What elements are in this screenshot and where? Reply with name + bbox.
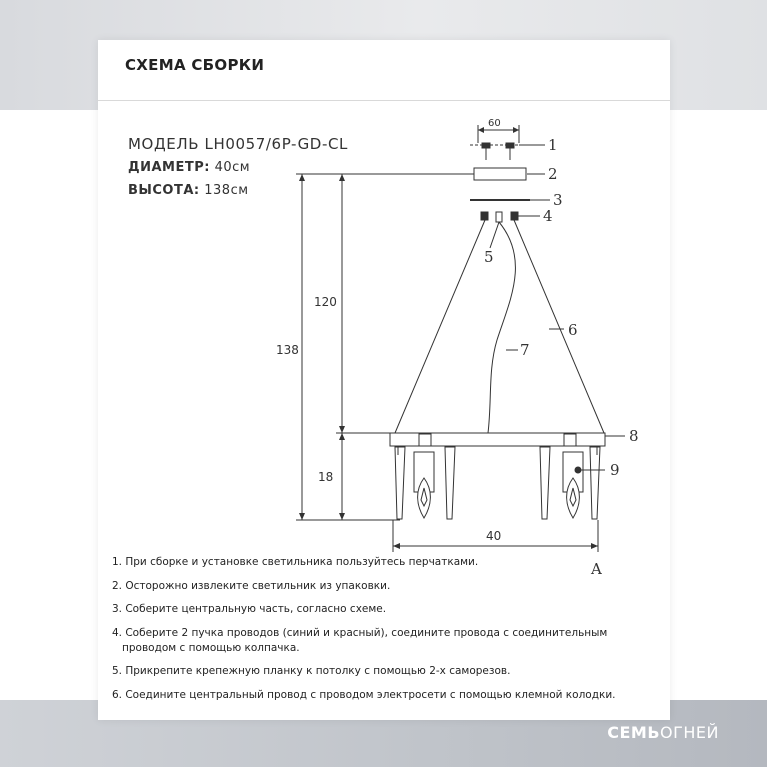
step-number: 4. [112, 626, 123, 639]
brand-part-1: СЕМЬ [607, 723, 661, 742]
step-2 [112, 579, 672, 594]
hook-right [511, 212, 518, 220]
brand-logo [607, 723, 719, 742]
step-number: 1. [112, 556, 123, 568]
part-number-8: 8 [629, 427, 639, 445]
step-text: Прикрепите крепежную планку к потолку с помощью 2-х саморезов. [125, 665, 511, 677]
step-text: При сборке и установке светильника пользуйтесь перчатками. [125, 556, 479, 568]
step-text: Соедините центральный провод с проводом электросети с помощью клемной колодки. [125, 688, 616, 701]
step-3 [112, 602, 672, 617]
step-text: Соберите 2 пучка проводов (синий и красный), соедините провода с соединительным [125, 626, 608, 639]
dim-label-120: 120 [314, 295, 337, 309]
step-text: Осторожно извлеките светильник из упаковки. [125, 579, 391, 592]
step-5 [112, 664, 672, 679]
step-4 [112, 626, 672, 656]
brand-part-2: ОГНЕЙ [660, 723, 719, 742]
step-number: 3. [112, 603, 123, 615]
diameter-label: ДИАМЕТР: [128, 160, 210, 175]
crystal-group-right [540, 434, 600, 519]
height-label: ВЫСОТА: [128, 183, 200, 198]
step-6 [112, 688, 672, 703]
assembly-steps [112, 555, 672, 711]
dim-label-60: 60 [488, 118, 501, 129]
dim-label-138: 138 [276, 343, 299, 357]
view-label-a: A [591, 560, 602, 578]
part-number-9: 9 [610, 461, 620, 479]
part-number-6: 6 [568, 321, 578, 339]
dim-label-18: 18 [318, 470, 334, 484]
dim-label-40: 40 [486, 529, 502, 543]
model-name: МОДЕЛЬ LH0057/6P-GD-CL [128, 135, 348, 153]
step-text: Соберите центральную часть, согласно схеме. [125, 603, 387, 615]
hook-left [481, 212, 488, 220]
crystal-group-left [395, 434, 455, 519]
cable-right [514, 220, 604, 433]
screws-part [470, 143, 527, 160]
part-number-5: 5 [484, 248, 494, 266]
part-number-7: 7 [520, 341, 530, 359]
height-value: 138см [204, 183, 249, 198]
cable-entry [496, 212, 502, 222]
part-number-2: 2 [548, 165, 558, 183]
step-1 [112, 555, 672, 570]
part-number-4: 4 [543, 207, 553, 225]
step-number: 2. [112, 579, 123, 592]
page-title: СХЕМА СБОРКИ [125, 56, 265, 74]
diameter-value: 40см [214, 160, 251, 175]
cable-left [395, 220, 485, 433]
step-number: 6. [112, 688, 123, 701]
step-text-continued: проводом с помощью колпачка. [122, 641, 300, 654]
step-number: 5. [112, 665, 123, 677]
mounting-plate [474, 168, 526, 180]
part-number-3: 3 [553, 191, 563, 209]
part-number-1: 1 [548, 136, 558, 154]
